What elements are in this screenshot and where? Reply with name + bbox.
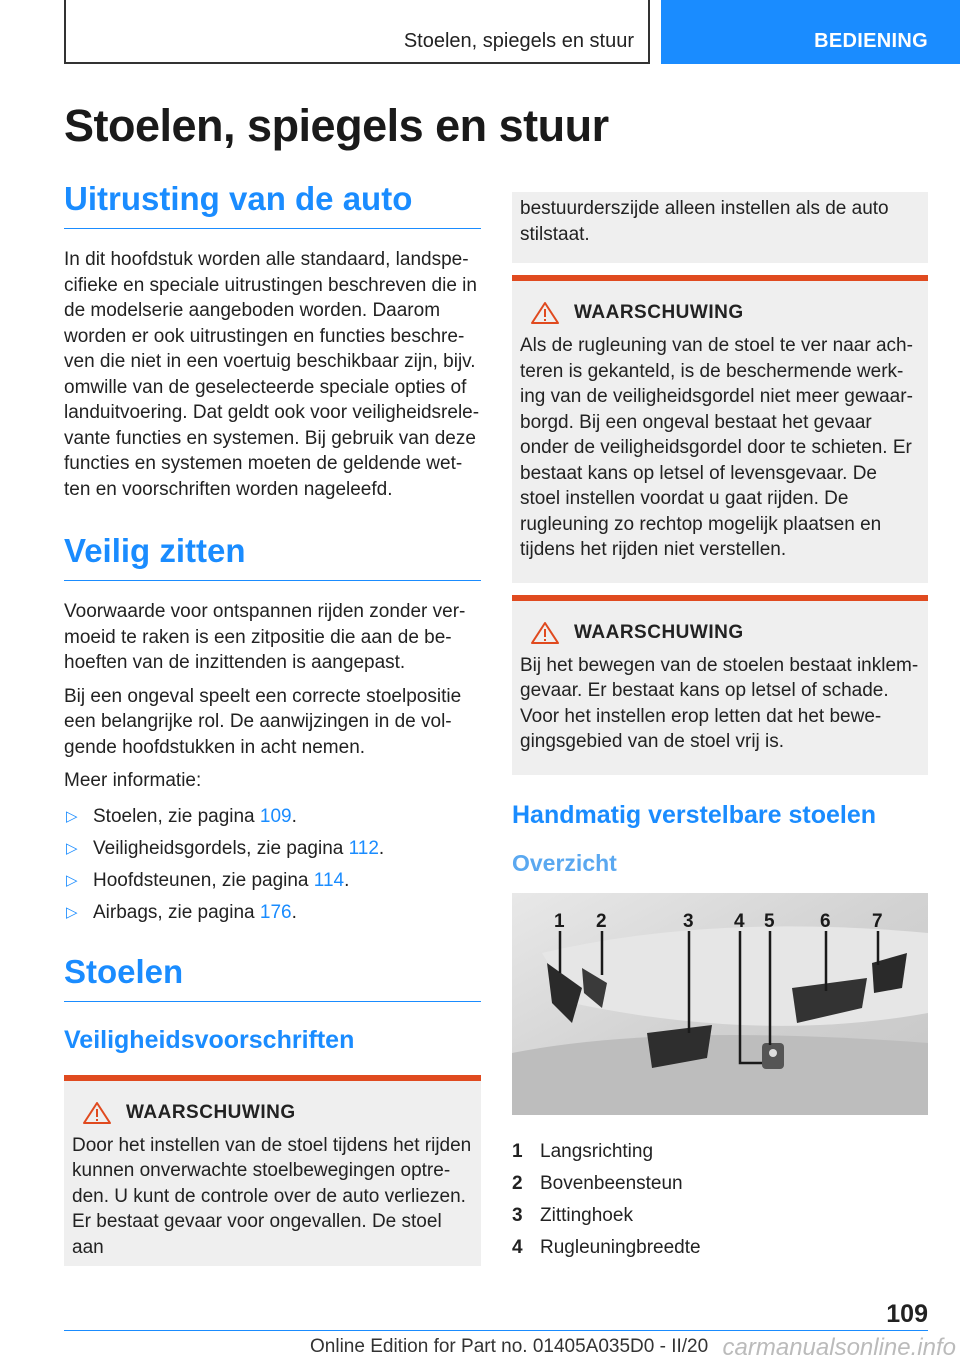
warning-title: WAARSCHUWING [574, 302, 744, 323]
list-item: ▷ Stoelen, zie pagina 109. [66, 805, 297, 827]
triangle-bullet-icon: ▷ [66, 807, 78, 825]
paragraph-more-info: Meer informatie: [64, 770, 202, 791]
header-chapter-label: BEDIENING [814, 30, 928, 52]
warning-text: bestuurderszijde alleen instellen als de auto stilstaat. [520, 198, 889, 245]
warning-header [72, 1101, 473, 1125]
heading-seats: Stoelen [64, 953, 481, 1002]
page-link[interactable]: 112 [348, 837, 379, 859]
warning-title: WAARSCHUWING [126, 1101, 296, 1123]
photo-label: 1 [554, 910, 565, 932]
list-item: ▷ Hoofdsteunen, zie pagina 114. [66, 869, 350, 891]
right-column [512, 192, 928, 1264]
watermark: carmanualsonline.info [722, 1334, 956, 1361]
legend-item: 2 Bovenbeensteun [512, 1172, 683, 1194]
header-chapter-tab[interactable] [661, 0, 960, 64]
warning-box-2 [512, 275, 928, 583]
paragraph-safe-1: Voorwaarde voor ontspannen rijden zonder ver-moeid te raken is een zitpositie die aan de be-hoeften van de inzittenden is aangepast. [64, 601, 466, 673]
photo-legend [512, 1136, 928, 1264]
heading-safety-rules: Veiligheidsvoorschriften [64, 1025, 355, 1054]
page-link[interactable]: 176 [259, 901, 292, 923]
warning-title: WAARSCHUWING [574, 621, 744, 643]
photo-label: 3 [683, 910, 694, 932]
warning-triangle-icon [82, 1101, 112, 1125]
heading-overview: Overzicht [512, 849, 617, 876]
photo-label: 2 [596, 910, 607, 932]
legend-item: 1 Langsrichting [512, 1140, 654, 1162]
warning-header [520, 301, 920, 325]
header-section-box [64, 0, 650, 64]
seat-controls-photo [512, 893, 928, 1115]
paragraph-equipment: In dit hoofdstuk worden alle standaard, landspe-cifieke en speciale uitrustingen beschreven die in de modelserie aangeboden worden. Daarom worden er ook uitrustingen en functies beschre-ven die niet in een voertuig beschikbaar zijn, bijv. omwille van de geselecteerde speciale opties of landuitvoering. Dat geldt ook voor veiligheidsrele-vante functies en systemen. Bij gebruik van deze functies en systemen moeten de geldende wet-ten en voorschriften worden nageleefd. [64, 249, 480, 500]
page-link[interactable]: 114 [313, 869, 345, 891]
page-number: 109 [886, 1300, 928, 1328]
reference-list [64, 804, 481, 925]
photo-label: 7 [872, 910, 883, 932]
warning-text: Bij het bewegen van de stoelen bestaat inklem-gevaar. Er bestaat kans op letsel of schade. Voor het instellen erop letten dat het bewe-gingsgebied van de stoel vrij is. [520, 654, 919, 752]
warning-triangle-icon [530, 301, 560, 325]
footer-edition: Online Edition for Part no. 01405A035D0 - II/20 [310, 1336, 709, 1357]
legend-item: 3 Zittinghoek [512, 1204, 633, 1226]
page-title: Stoelen, spiegels en stuur [64, 100, 609, 151]
triangle-bullet-icon: ▷ [66, 871, 78, 889]
list-item: ▷ Airbags, zie pagina 176. [66, 901, 297, 923]
list-item: ▷ Veiligheidsgordels, zie pagina 112. [66, 837, 385, 859]
heading-manual-seats: Handmatig verstelbare stoelen [512, 800, 877, 829]
legend-item: 4 Rugleuningbreedte [512, 1236, 701, 1258]
paragraph-safe-2: Bij een ongeval speelt een correcte stoelpositie een belangrijke rol. De aanwijzingen in de vol-gende hoofdstukken in acht nemen. [64, 685, 462, 758]
warning-box-1 [64, 1075, 481, 1267]
warning-box-1-continued [512, 192, 928, 263]
triangle-bullet-icon: ▷ [66, 903, 78, 921]
warning-header [520, 621, 920, 645]
footer-divider [64, 1330, 928, 1331]
photo-label: 6 [820, 910, 831, 932]
heading-equipment: Uitrusting van de auto [64, 180, 481, 229]
heading-safe-sitting: Veilig zitten [64, 532, 481, 581]
warning-text: Door het instellen van de stoel tijdens het rijden kunnen onverwachte stoelbewegingen optre-den. U kunt de controle over de auto verliezen. Er bestaat gevaar voor ongevallen. De stoel aan [72, 1134, 472, 1258]
header-section-title: Stoelen, spiegels en stuur [403, 30, 634, 52]
warning-text: Als de rugleuning van de stoel te ver naar ach-teren is gekanteld, is de beschermende werk-ing van de veiligheidsgordel niet meer gewaar-borgd. Bij een ongeval bestaat het gevaar onder de veiligheidsgordel door te schieten. Er bestaat kans op letsel of levensgevaar. De stoel instellen voordat u gaat rijden. De rugleuning zo rechtop mogelijk plaatsen en tijdens het rijden niet verstellen. [520, 335, 913, 560]
triangle-bullet-icon: ▷ [66, 839, 78, 857]
photo-label: 5 [764, 910, 775, 932]
warning-triangle-icon [530, 621, 560, 645]
page-link[interactable]: 109 [259, 805, 292, 827]
warning-box-3 [512, 595, 928, 775]
photo-label: 4 [734, 910, 745, 932]
left-column [64, 180, 481, 1266]
